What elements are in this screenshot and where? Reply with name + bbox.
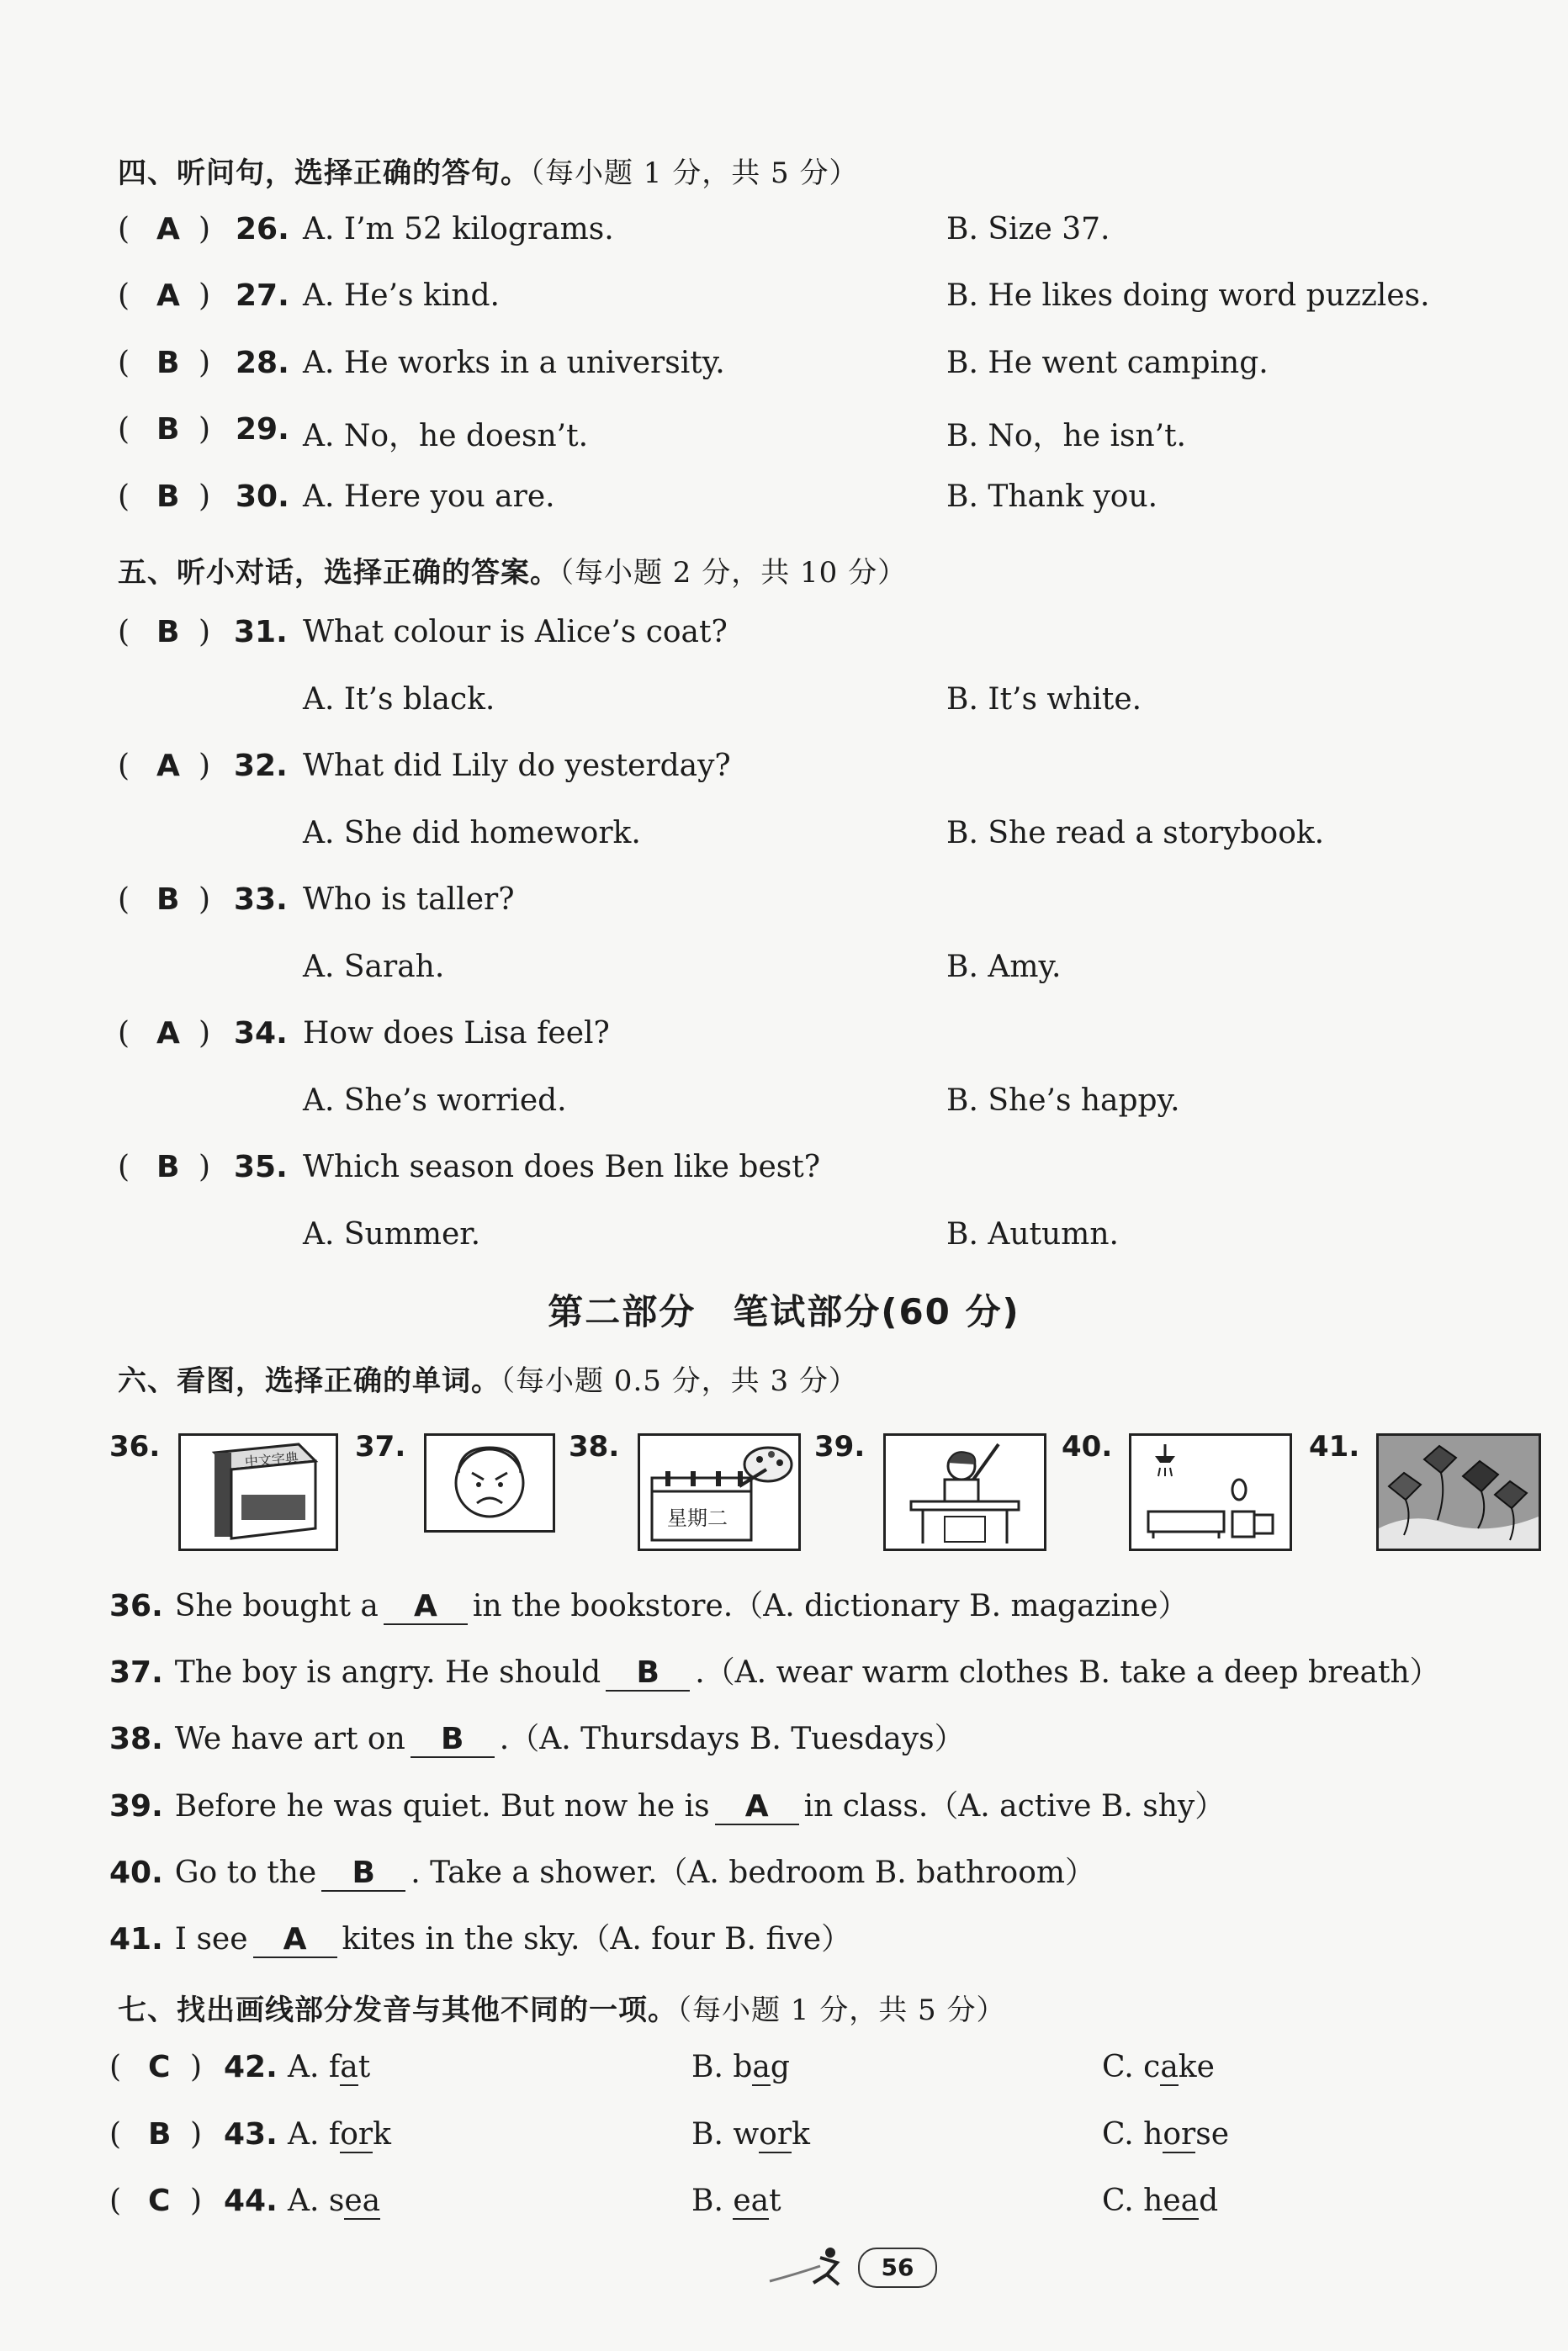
- option-b: B. Amy.: [946, 950, 1062, 984]
- bracket-left: (: [118, 479, 130, 514]
- bracket-left: (: [118, 278, 130, 313]
- option-b: B. He went camping.: [946, 346, 1269, 380]
- option-b: B. He likes doing word puzzles.: [946, 278, 1430, 313]
- option-prefix: C.: [1102, 2117, 1144, 2152]
- bracket-left: (: [118, 212, 130, 246]
- pic-label-41: 41.: [1309, 1430, 1360, 1464]
- sentence: [175, 1856, 1095, 1890]
- question-number: 41.: [109, 1922, 163, 1957]
- word-part: g: [770, 2050, 790, 2084]
- underlined-letters: ea: [733, 2184, 770, 2218]
- answer-letter: B: [156, 882, 180, 917]
- word-part: h: [1143, 2184, 1163, 2218]
- word-part: k: [373, 2117, 391, 2152]
- question-number: 40.: [109, 1856, 163, 1890]
- option-c: [1102, 2117, 1229, 2152]
- bracket-left: (: [118, 412, 130, 447]
- answer-letter: B: [156, 412, 180, 447]
- phonics-row: [109, 2117, 1455, 2164]
- pic-label-36: 36.: [109, 1430, 161, 1464]
- fill-blank-row: [109, 1849, 1539, 1896]
- question-row: [118, 615, 1464, 662]
- word-part: h: [1143, 2117, 1163, 2152]
- fill-blank-row: [109, 1649, 1539, 1696]
- bracket-left: (: [109, 2184, 122, 2218]
- question-number: 31.: [234, 615, 288, 649]
- phonics-row: [109, 2184, 1455, 2231]
- sentence-end: .（A. wear warm clothes B. take a deep breath）: [695, 1655, 1440, 1690]
- option-prefix: A.: [288, 2050, 329, 2084]
- question-row: [118, 1150, 1464, 1197]
- answer-letter: B: [156, 615, 180, 649]
- section7-note: （每小题 1 分，共 5 分）: [677, 1994, 1006, 2027]
- fill-blank-row: [109, 1715, 1539, 1762]
- option-a: A. He works in a university.: [303, 346, 725, 380]
- question-number: 36.: [109, 1589, 163, 1623]
- boy-raising-hand-picture: [883, 1433, 1046, 1551]
- question-number: 39.: [109, 1789, 163, 1824]
- option-prefix: A.: [288, 2117, 329, 2152]
- underlined-letters: or: [759, 2117, 792, 2152]
- question-number: 43.: [224, 2117, 278, 2152]
- option-a: A. She’s worried.: [303, 1083, 567, 1118]
- option-a: A. No，he doesn’t.: [303, 419, 589, 453]
- sentence-start: Go to the: [174, 1856, 317, 1890]
- section4-heading: [118, 150, 859, 191]
- runner-logo-icon: [761, 2241, 862, 2291]
- bracket-right: ): [190, 2117, 203, 2152]
- option-b: B. Autumn.: [946, 1217, 1119, 1252]
- dictionary-cover-text: 中文字典: [244, 1449, 299, 1470]
- option-a: A. He’s kind.: [303, 278, 500, 313]
- option-b: B. Size 37.: [946, 212, 1110, 246]
- underlined-letters: a: [1160, 2050, 1179, 2084]
- question-number: 44.: [224, 2184, 278, 2218]
- word-part: se: [1195, 2117, 1230, 2152]
- question-text: Who is taller?: [303, 882, 515, 917]
- bracket-right: ): [199, 212, 211, 246]
- underlined-letters: ea: [1163, 2184, 1200, 2218]
- answer-blank: A: [253, 1923, 337, 1958]
- question-number: 26.: [236, 212, 289, 246]
- option-a: A. Here you are.: [303, 479, 555, 514]
- section7-heading: [118, 1987, 1006, 2028]
- section4-note: （每小题 1 分，共 5 分）: [530, 156, 859, 190]
- question-row: [118, 412, 1464, 459]
- option-b: B. Thank you.: [946, 479, 1158, 514]
- question-row: [118, 882, 1464, 929]
- section6-heading: [118, 1358, 858, 1399]
- word-part: b: [733, 2050, 753, 2084]
- word-part: w: [733, 2117, 760, 2152]
- question-number: 29.: [236, 412, 289, 447]
- bracket-left: (: [118, 1150, 130, 1184]
- answer-letter: A: [156, 278, 180, 313]
- answer-letter: C: [148, 2184, 171, 2218]
- option-prefix: C.: [1102, 2050, 1144, 2084]
- sentence: [175, 1722, 965, 1756]
- sentence-start: We have art on: [174, 1722, 405, 1756]
- fill-blank-row: [109, 1582, 1539, 1629]
- sentence: [175, 1922, 851, 1957]
- bracket-left: (: [109, 2050, 122, 2084]
- option-b: B. It’s white.: [946, 682, 1142, 717]
- word-part: d: [1199, 2184, 1219, 2218]
- section5-title: 五、听小对话，选择正确的答案。: [118, 556, 559, 590]
- pic-label-39: 39.: [814, 1430, 866, 1464]
- question-row: [118, 212, 1464, 259]
- question-number: 32.: [234, 749, 288, 783]
- options-row: [118, 816, 1464, 863]
- sentence-end: . Take a shower.（A. bedroom B. bathroom）: [411, 1856, 1095, 1890]
- word-part: s: [328, 2184, 345, 2218]
- bracket-right: ): [199, 346, 211, 380]
- bracket-right: ): [190, 2184, 203, 2218]
- options-row: [118, 1217, 1464, 1264]
- section6-title: 六、看图，选择正确的单词。: [118, 1364, 501, 1398]
- option-b: B. She’s happy.: [946, 1083, 1180, 1118]
- option-c: [1102, 2184, 1218, 2218]
- calendar-picture: [638, 1433, 801, 1551]
- option-a: A. I’m 52 kilograms.: [303, 212, 614, 246]
- sentence-start: The boy is angry. He should: [174, 1655, 601, 1690]
- question-number: 30.: [236, 479, 289, 514]
- bracket-right: ): [199, 749, 211, 783]
- option-a: [288, 2184, 380, 2218]
- option-a: A. Summer.: [303, 1217, 481, 1252]
- sentence-start: I see: [174, 1922, 248, 1957]
- option-b: [691, 2184, 781, 2218]
- fill-blank-row: [109, 1915, 1539, 1962]
- sentence-end: kites in the sky.（A. four B. five）: [342, 1922, 852, 1957]
- section4-title: 四、听问句，选择正确的答句。: [118, 156, 530, 190]
- question-text: What colour is Alice’s coat?: [303, 615, 728, 649]
- calendar-day-text: 星期二: [667, 1506, 728, 1530]
- section5-heading: [118, 549, 907, 590]
- question-row: [118, 346, 1464, 393]
- options-row: [118, 950, 1464, 997]
- bracket-right: ): [199, 615, 211, 649]
- question-text: Which season does Ben like best?: [303, 1150, 821, 1184]
- question-text: How does Lisa feel?: [303, 1016, 610, 1051]
- answer-blank: B: [606, 1656, 690, 1692]
- word-part: k: [792, 2117, 810, 2152]
- sentence-start: Before he was quiet. But now he is: [174, 1789, 710, 1824]
- bracket-right: ): [199, 278, 211, 313]
- word-part: t: [769, 2184, 781, 2218]
- question-number: 42.: [224, 2050, 278, 2084]
- question-number: 37.: [109, 1655, 163, 1690]
- option-prefix: B.: [691, 2050, 734, 2084]
- sentence: [175, 1589, 1189, 1623]
- question-row: [118, 479, 1464, 527]
- options-row: [118, 1083, 1464, 1130]
- phonics-row: [109, 2050, 1455, 2097]
- sentence-end: .（A. Thursdays B. Tuesdays）: [499, 1722, 965, 1756]
- question-number: 28.: [236, 346, 289, 380]
- pic-label-38: 38.: [569, 1430, 620, 1464]
- question-row: [118, 278, 1464, 326]
- sentence: [175, 1655, 1440, 1690]
- section7-title: 七、找出画线部分发音与其他不同的一项。: [118, 1994, 677, 2027]
- bracket-left: (: [118, 749, 130, 783]
- sentence-start: She bought a: [174, 1589, 379, 1623]
- word-part: t: [358, 2050, 371, 2084]
- word-part: ke: [1178, 2050, 1215, 2084]
- question-number: 33.: [234, 882, 288, 917]
- word-part: f: [328, 2117, 341, 2152]
- bracket-left: (: [118, 1016, 130, 1051]
- sentence-end: in class.（A. active B. shy）: [803, 1789, 1226, 1824]
- bracket-left: (: [118, 615, 130, 649]
- answer-letter: A: [156, 1016, 180, 1051]
- options-row: [118, 682, 1464, 729]
- option-c: [1102, 2050, 1215, 2084]
- page-footer: [761, 2241, 930, 2291]
- option-a: A. Sarah.: [303, 950, 445, 984]
- angry-face-picture: [424, 1433, 555, 1533]
- option-prefix: C.: [1102, 2184, 1144, 2218]
- bracket-left: (: [118, 346, 130, 380]
- bracket-left: (: [118, 882, 130, 917]
- page-number: 56: [858, 2248, 937, 2288]
- underlined-letters: ea: [344, 2184, 381, 2218]
- question-row: [118, 749, 1464, 796]
- question-number: 34.: [234, 1016, 288, 1051]
- bracket-right: ): [199, 412, 211, 447]
- word-part: f: [328, 2050, 341, 2084]
- underlined-letters: a: [752, 2050, 771, 2084]
- answer-letter: B: [156, 1150, 180, 1184]
- option-a: A. It’s black.: [303, 682, 495, 717]
- kites-picture: [1376, 1433, 1541, 1551]
- question-number: 27.: [236, 278, 289, 313]
- bracket-left: (: [109, 2117, 122, 2152]
- option-a: [288, 2050, 370, 2084]
- question-text: What did Lily do yesterday?: [303, 749, 731, 783]
- word-part: c: [1143, 2050, 1161, 2084]
- underlined-letters: or: [340, 2117, 373, 2152]
- option-b: B. No，he isn’t.: [946, 419, 1186, 453]
- section6-note: （每小题 0.5 分，共 3 分）: [501, 1364, 858, 1398]
- underlined-letters: a: [340, 2050, 358, 2084]
- pic-label-37: 37.: [355, 1430, 406, 1464]
- option-b: [691, 2050, 790, 2084]
- answer-blank: B: [411, 1723, 495, 1758]
- question-number: 35.: [234, 1150, 288, 1184]
- answer-blank: B: [321, 1856, 405, 1892]
- option-b: [691, 2117, 810, 2152]
- answer-letter: B: [148, 2117, 172, 2152]
- bracket-right: ): [199, 479, 211, 514]
- bracket-right: ): [190, 2050, 203, 2084]
- option-b: B. She read a storybook.: [946, 816, 1325, 850]
- option-prefix: B.: [691, 2117, 734, 2152]
- answer-letter: B: [156, 479, 180, 514]
- bathroom-picture: [1129, 1433, 1292, 1551]
- bracket-right: ): [199, 1150, 211, 1184]
- dictionary-picture: [178, 1433, 338, 1551]
- pic-label-40: 40.: [1062, 1430, 1113, 1464]
- section5-note: （每小题 2 分，共 10 分）: [559, 556, 908, 590]
- bracket-right: ): [199, 882, 211, 917]
- answer-letter: A: [156, 212, 180, 246]
- answer-blank: A: [715, 1790, 799, 1825]
- answer-blank: A: [384, 1590, 468, 1625]
- option-a: [288, 2117, 391, 2152]
- part2-title: 第二部分 笔试部分(60 分): [548, 1291, 1020, 1332]
- answer-letter: C: [148, 2050, 171, 2084]
- sentence-end: in the bookstore.（A. dictionary B. magazine）: [472, 1589, 1189, 1623]
- bracket-right: ): [199, 1016, 211, 1051]
- answer-letter: A: [156, 749, 180, 783]
- question-row: [118, 1016, 1464, 1063]
- fill-blank-row: [109, 1782, 1539, 1829]
- option-a: A. She did homework.: [303, 816, 641, 850]
- option-prefix: A.: [288, 2184, 329, 2218]
- answer-letter: B: [156, 346, 180, 380]
- sentence: [175, 1789, 1225, 1824]
- option-prefix: B.: [691, 2184, 734, 2218]
- question-number: 38.: [109, 1722, 163, 1756]
- underlined-letters: or: [1163, 2117, 1196, 2152]
